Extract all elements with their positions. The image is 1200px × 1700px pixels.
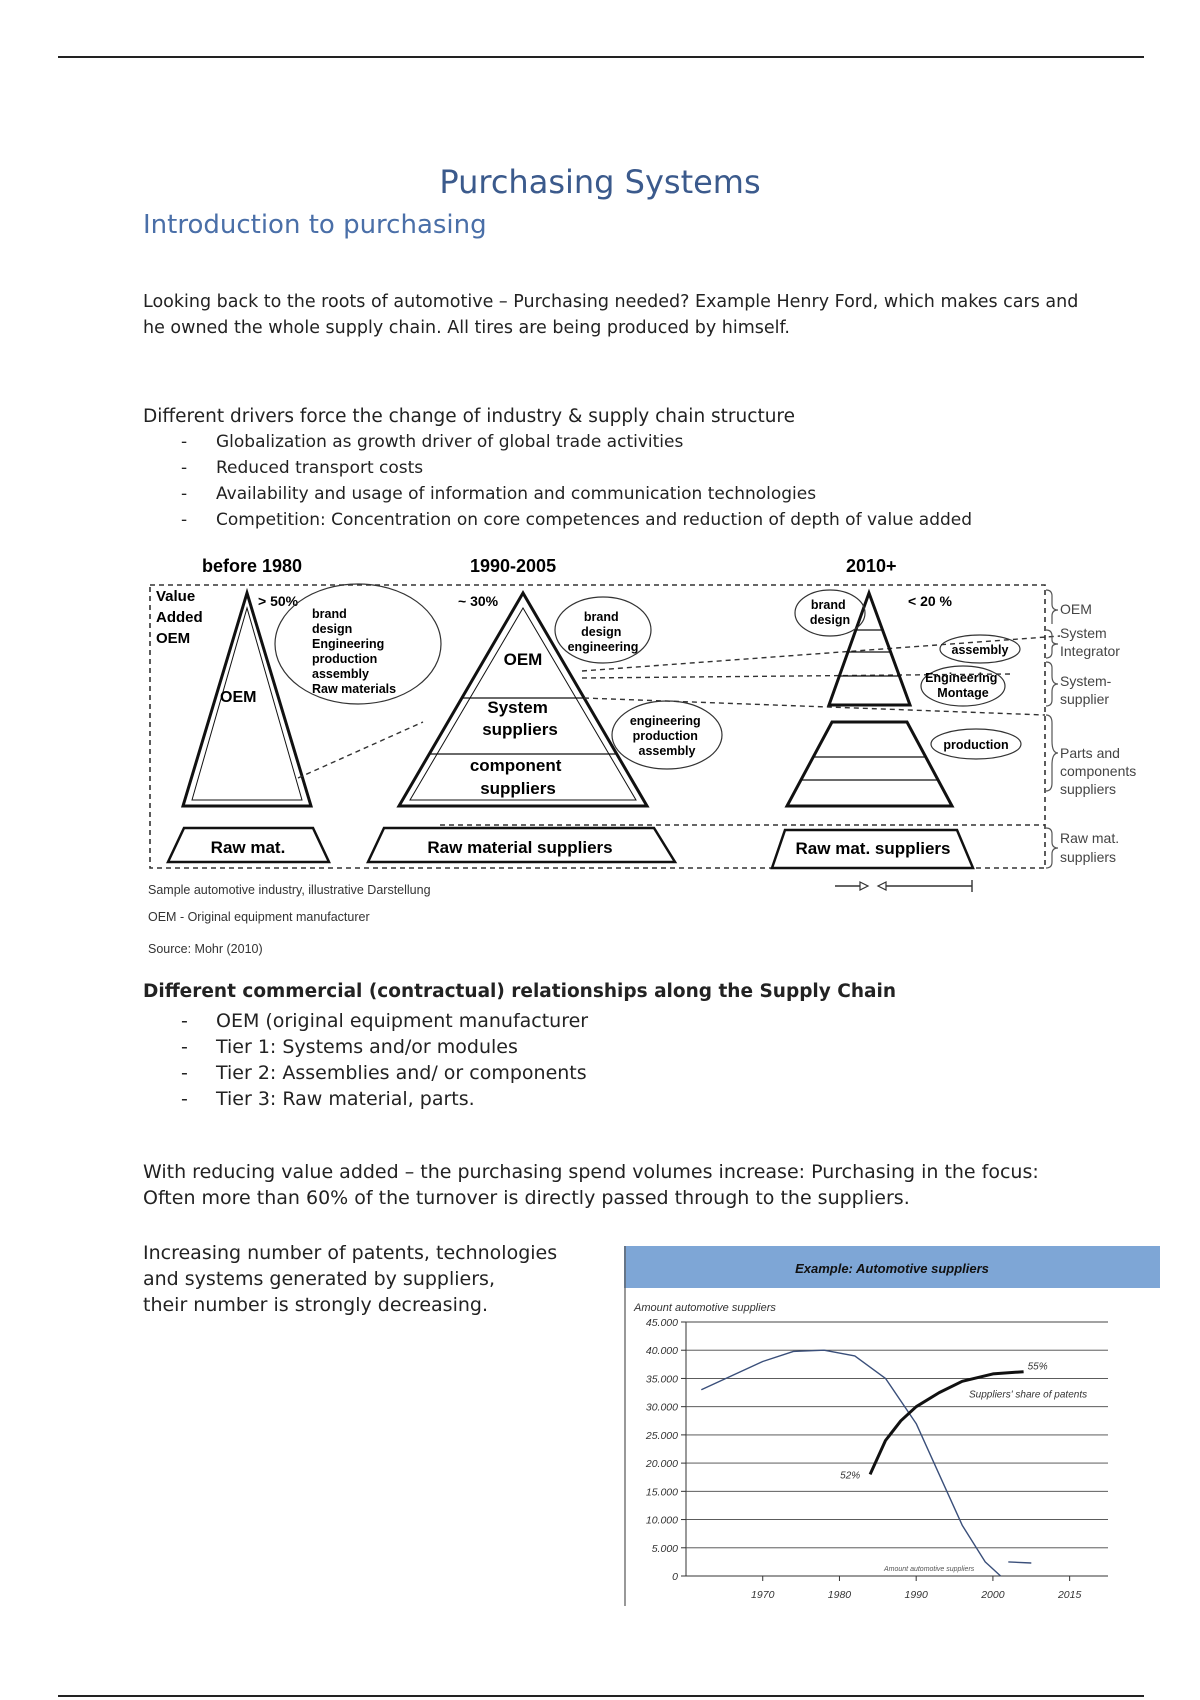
bubble-2010-eng-text: Engineering Montage <box>925 671 998 700</box>
section-subtitle: Introduction to purchasing <box>143 210 487 240</box>
header-rule <box>58 56 1144 58</box>
bubble-1990-mid-text: engineering production assembly <box>629 714 701 758</box>
raw-label-1980: Raw mat. <box>210 838 286 857</box>
patents-start-label: 52% <box>840 1470 861 1482</box>
brace-integrator <box>1046 630 1058 658</box>
component-suppliers-label: component suppliers <box>469 756 562 798</box>
patents-series-label: Suppliers' share of patents <box>969 1389 1088 1401</box>
arrow-right-head <box>860 882 868 890</box>
list-item: - Tier 1: Systems and/or modules <box>143 1034 588 1060</box>
supply-chain-diagram <box>140 550 1140 960</box>
y-tick-label: 10.000 <box>645 1514 678 1527</box>
series-patents-line <box>870 1372 1024 1475</box>
list-item: - Tier 2: Assemblies and/ or components <box>143 1060 588 1086</box>
brace-raw <box>1046 828 1058 868</box>
x-tick-label: 1970 <box>751 1589 775 1601</box>
pct-1980: > 50% <box>258 593 299 609</box>
list-item: - Availability and usage of information and communication technologies <box>143 481 972 507</box>
drivers-list <box>143 429 972 533</box>
y-tick-label: 5.000 <box>651 1542 678 1555</box>
list-item: - Tier 3: Raw material, parts. <box>143 1086 588 1112</box>
series-suppliers-line-tail <box>1008 1562 1031 1563</box>
bubble-1990-top-text: brand design engineering <box>567 610 639 654</box>
y-tick-label: 35.000 <box>645 1373 678 1386</box>
patents-end-label: 55% <box>1027 1361 1048 1373</box>
y-tick-label: 30.000 <box>645 1401 678 1414</box>
arrow-left-head <box>878 882 886 890</box>
chart-ylabel: Amount automotive suppliers <box>634 1302 776 1314</box>
spend-paragraph: With reducing value added – the purchasing spend volumes increase: Purchasing in the focus: Often more than 60% of the turnover is directly passed through to the suppliers. <box>143 1161 1039 1209</box>
connector-dashed <box>298 722 423 778</box>
legend-raw: Raw mat. suppliers <box>1060 830 1120 865</box>
y-tick-label: 25.000 <box>645 1429 678 1442</box>
x-tick-label: 2015 <box>1057 1589 1082 1601</box>
pct-1990: ~ 30% <box>458 593 499 609</box>
col1-title: before 1980 <box>202 556 303 576</box>
connector-dashed <box>584 698 1045 715</box>
y-tick-label: 0 <box>672 1571 678 1583</box>
pct-2010: < 20 % <box>908 593 952 609</box>
patents-line: and systems generated by suppliers, <box>143 1268 495 1290</box>
x-tick-label: 1990 <box>904 1589 928 1601</box>
legend-oem: OEM <box>1060 601 1092 617</box>
patents-line: their number is strongly decreasing. <box>143 1294 488 1316</box>
relationships-list <box>143 1008 588 1112</box>
raw-label-1990: Raw material suppliers <box>427 838 613 857</box>
legend-parts: Parts and components suppliers <box>1060 745 1137 797</box>
brace-supplier <box>1046 662 1058 706</box>
y-tick-label: 20.000 <box>645 1458 678 1471</box>
list-item: - OEM (original equipment manufacturer <box>143 1008 588 1034</box>
drivers-heading: Different drivers force the change of industry & supply chain structure <box>143 406 795 427</box>
system-suppliers-label: System suppliers <box>482 698 558 739</box>
oem-label-1980: OEM <box>220 689 257 706</box>
col2-title: 1990-2005 <box>470 556 557 576</box>
x-tick-label: 2000 <box>981 1589 1005 1601</box>
page-title: Purchasing Systems <box>439 163 761 201</box>
legend-supplier: System- supplier <box>1060 673 1112 707</box>
suppliers-chart <box>624 1246 1160 1606</box>
list-item: - Reduced transport costs <box>143 455 972 481</box>
chart-title: Example: Automotive suppliers <box>795 1261 989 1276</box>
bubble-2010-brand-text: brand design <box>809 598 851 627</box>
pyramid-2010-bottom <box>787 722 952 806</box>
patents-line: Increasing number of patents, technologies <box>143 1242 558 1264</box>
bubble-2010-assembly-text: assembly <box>951 643 1009 657</box>
y-tick-label: 40.000 <box>645 1345 678 1358</box>
suppliers-series-label: Amount automotive suppliers <box>884 1565 975 1573</box>
col3-title: 2010+ <box>846 556 897 576</box>
list-item: - Competition: Concentration on core competences and reduction of depth of value added <box>143 507 972 533</box>
x-tick-label: 1980 <box>827 1589 852 1601</box>
brace-parts <box>1046 715 1058 791</box>
list-item: - Globalization as growth driver of global trade activities <box>143 429 972 455</box>
raw-label-2010: Raw mat. suppliers <box>795 839 951 858</box>
bubble-2010-prod-text: production <box>943 738 1009 752</box>
value-added-label: Value Added OEM <box>156 588 203 647</box>
patents-paragraph <box>143 1240 563 1318</box>
legend-integrator: System Integrator <box>1060 625 1120 659</box>
y-tick-label: 15.000 <box>645 1486 678 1499</box>
caption-source: Source: Mohr (2010) <box>148 942 263 956</box>
intro-paragraph: Looking back to the roots of automotive – Purchasing needed? Example Henry Ford, which makes cars and he owned the whole supply chain. All tires are being produced by himself. <box>143 292 1079 338</box>
footer-rule <box>58 1695 1144 1697</box>
oem-label-1990: OEM <box>503 650 543 669</box>
caption-sample: Sample automotive industry, illustrative Darstellung <box>148 883 431 897</box>
bubble-1980-text: brand design Engineering production assembly Raw materials <box>312 607 397 696</box>
brace-oem <box>1046 590 1058 624</box>
relationships-heading: Different commercial (contractual) relationships along the Supply Chain <box>143 981 897 1002</box>
y-tick-label: 45.000 <box>645 1317 678 1329</box>
caption-oem: OEM - Original equipment manufacturer <box>148 910 370 924</box>
